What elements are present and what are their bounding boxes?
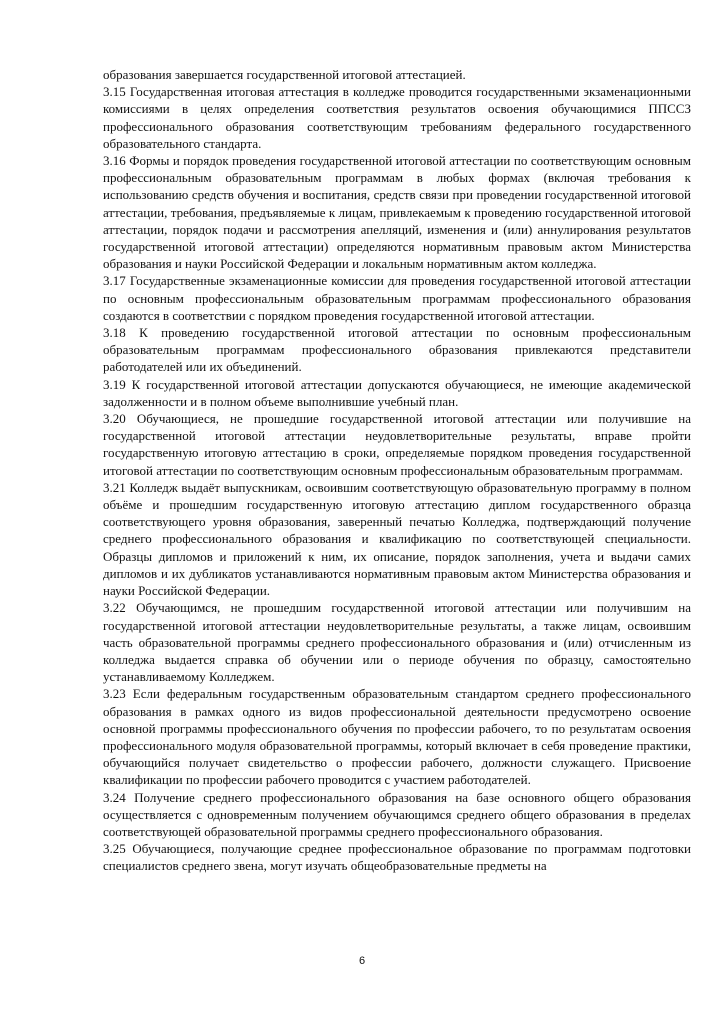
paragraph-3-22: 3.22 Обучающимся, не прошедшим государственной итоговой аттестации или получившим на государственной итоговой аттестации неудовлетворительные результаты, а также лицам, освоившим часть образовательной программы среднего профессионального образования и (или) отчисленным из колледжа выдается справка об обучении или о периоде обучения по образцу, самостоятельно устанавливаемому Колледжем.: [103, 600, 691, 685]
page-number: 6: [358, 955, 366, 967]
paragraph-3-24: 3.24 Получение среднего профессионального образования на базе основного общего образования осуществляется с одновременным получением обучающимся среднего общего образования в пределах соответствующей образовательной программы среднего профессионального образования.: [103, 789, 691, 839]
paragraph-3-15: 3.15 Государственная итоговая аттестация в колледже проводится государственными экзаменационными комиссиями в целях определения соответствия результатов освоения обучающимися ППССЗ профессионального образования соответствующим требованиям федерального государственного образовательного стандарта.: [103, 84, 691, 151]
paragraph-continuation: образования завершается государственной итоговой аттестацией.: [103, 67, 466, 82]
paragraph-3-21: 3.21 Колледж выдаёт выпускникам, освоившим соответствующую образовательную программу в полном объёме и прошедшим государственную итоговую аттестацию диплом государственного образца соответствующего уровня образования, заверенный печатью Колледжа, подтверждающий получение среднего профессионального образования и квалификацию по соответствующей специальности. Образцы дипломов и приложений к ним, их описание, порядок заполнения, учета и выдачи самих дипломов и их дубликатов устанавливаются нормативным правовым актом Министерства образования и науки Российской Федерации.: [103, 479, 691, 599]
document-body: [103, 66, 691, 875]
paragraph-3-17: 3.17 Государственные экзаменационные комиссии для проведения государственной итоговой аттестации по основным профессиональным образовательным программам профессионального образования создаются в соответствии с порядком проведения государственной итоговой аттестации.: [103, 273, 691, 323]
paragraph-3-25: 3.25 Обучающиеся, получающие среднее профессиональное образование по программам подготовки специалистов среднего звена, могут изучать общеобразовательные предметы на: [103, 841, 691, 874]
paragraph-3-18: 3.18 К проведению государственной итоговой аттестации по основным профессиональным образовательным программам профессионального образования привлекаются представители работодателей или их объединений.: [103, 325, 691, 375]
paragraph-3-19: 3.19 К государственной итоговой аттестации допускаются обучающиеся, не имеющие академической задолженности и в полном объеме выполнившие учебный план.: [103, 376, 691, 409]
paragraph-3-20: 3.20 Обучающиеся, не прошедшие государственной итоговой аттестации или получившие на государственной итоговой аттестации неудовлетворительные результаты, вправе пройти государственную итоговую аттестацию в сроки, определяемые порядком проведения государственной итоговой аттестации по соответствующим основным профессиональным образовательным программам.: [103, 411, 691, 478]
paragraph-3-23: 3.23 Если федеральным государственным образовательным стандартом среднего профессионального образования в рамках одного из видов профессиональной деятельности предусмотрено освоение основной программы профессионального обучения по профессии рабочего, то по результатам освоения профессионального модуля образовательной программы, который включает в себя проведение практики, обучающийся получает свидетельство о профессии рабочего, должности служащего. Присвоение квалификации по профессии рабочего проводится с участием работодателей.: [103, 686, 691, 788]
paragraph-3-16: 3.16 Формы и порядок проведения государственной итоговой аттестации по соответствующим основным профессиональным образовательным программам в любых формах (включая требования к использованию средств обучения и воспитания, средств связи при проведении государственной итоговой аттестации, требования, предъявляемые к лицам, привлекаемым к проведению государственной итоговой аттестации, порядок подачи и рассмотрения апелляций, изменения и (или) аннулирования результатов государственной итоговой аттестации) определяются нормативным правовым актом Министерства образования и науки Российской Федерации и локальным нормативным актом колледжа.: [103, 153, 691, 272]
